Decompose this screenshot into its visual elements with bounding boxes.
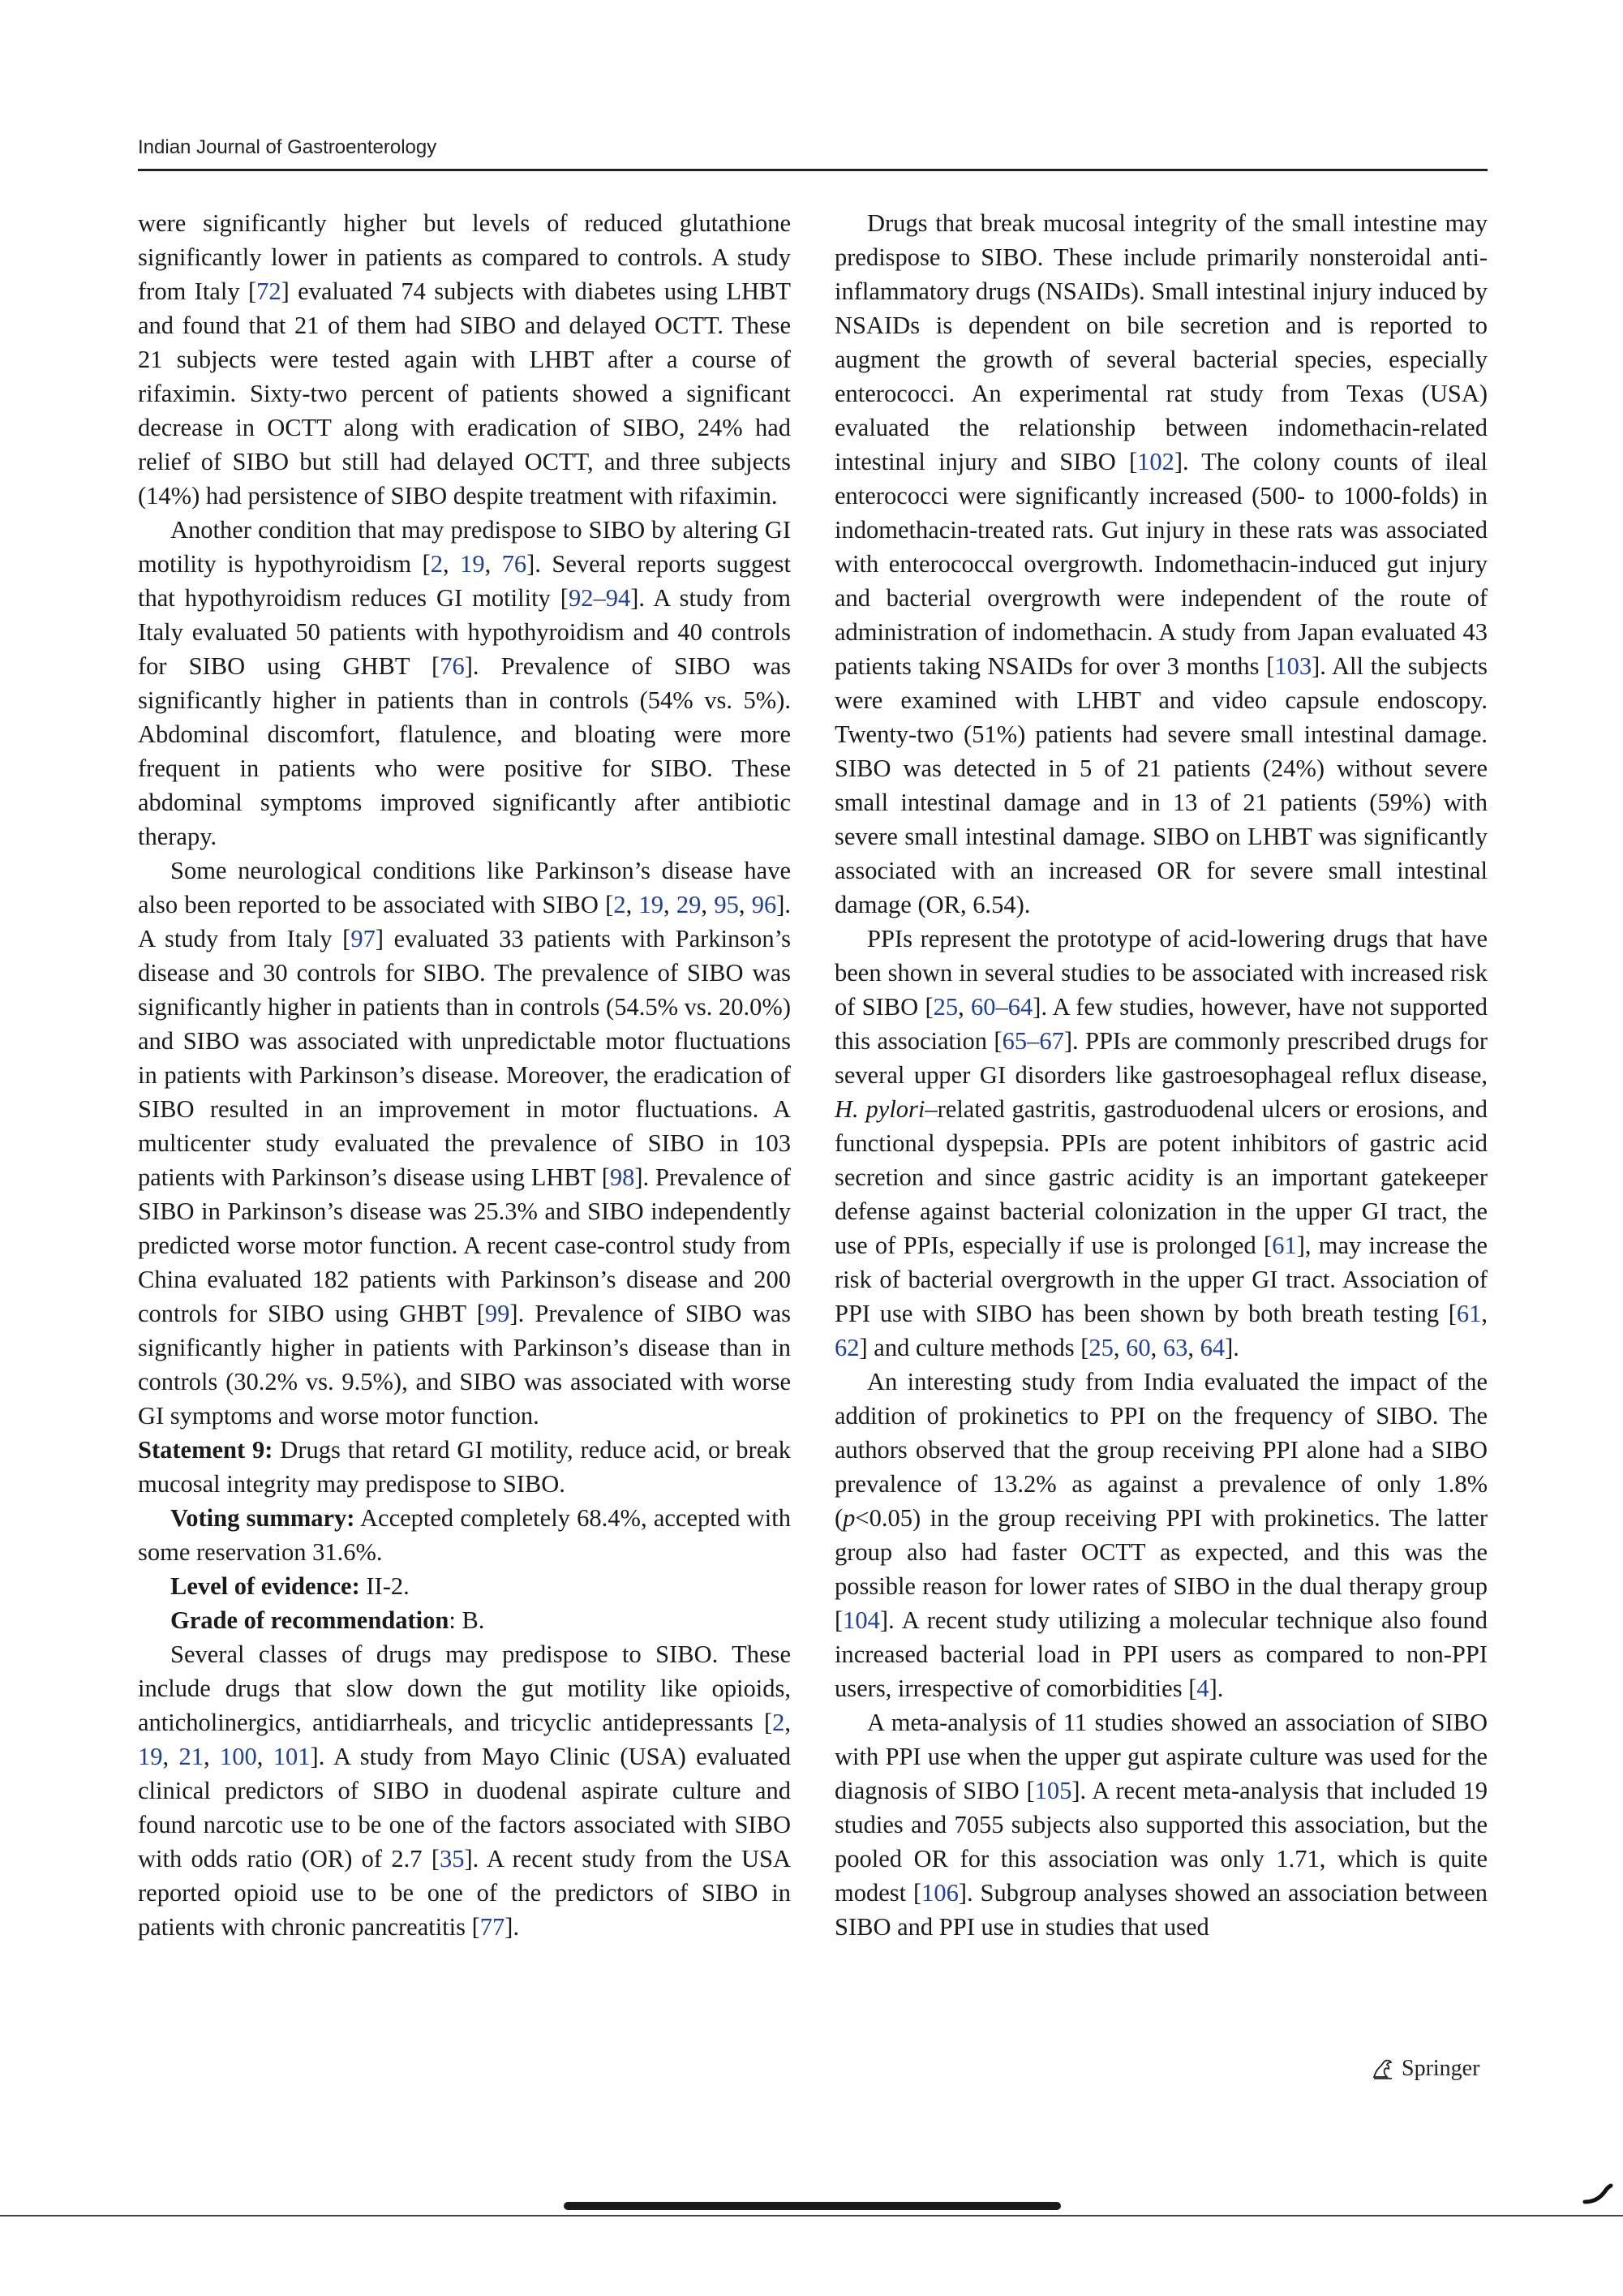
- paragraph: [835, 922, 1488, 1365]
- text-span: Drugs that break mucosal integrity of the small intestine may predispose to SIBO. These include primarily nonsteroidal anti-inflammatory drugs (NSAIDs). Small intestinal injury induced by NSAIDs is dependent on bile secretion and is reported to augment the growth of several bacterial species, especially enterococci. An experimental rat study from Texas (USA) evaluated the relationship between indomethacin-related intestinal injury and SIBO [: [835, 209, 1488, 475]
- citation-link[interactable]: 2: [613, 891, 626, 918]
- text-span: ]. A study from Italy evaluated 50 patients with hypothyroidism and 40 controls for SIBO using GHBT [: [138, 584, 792, 680]
- citation-link[interactable]: 105: [1034, 1777, 1072, 1804]
- text-span: PPIs represent the prototype of acid-lowering drugs that have been shown in several studies to be associated with increased risk of SIBO [: [835, 925, 1488, 1021]
- citation-link[interactable]: 102: [1137, 448, 1174, 475]
- citation-link[interactable]: 2: [430, 550, 443, 578]
- text-span: ,: [1481, 1300, 1488, 1327]
- bold-label: Level of evidence:: [170, 1572, 360, 1600]
- italic-text: p: [843, 1504, 856, 1532]
- citation-link[interactable]: 97: [350, 925, 376, 952]
- citation-link[interactable]: 77: [479, 1913, 505, 1941]
- citation-link[interactable]: 61: [1272, 1232, 1297, 1259]
- text-span: Another condition that may predispose to SIBO by altering GI motility is hypothyroidism [: [138, 516, 791, 578]
- bold-label: Voting summary:: [170, 1504, 355, 1532]
- text-span: ]. A study from Italy [: [138, 891, 792, 952]
- paragraph: [138, 853, 791, 1433]
- page-curl-icon[interactable]: [1582, 2181, 1614, 2205]
- text-span: ,: [625, 891, 639, 918]
- citation-link[interactable]: 25: [1088, 1334, 1114, 1361]
- paragraph: [138, 1569, 791, 1603]
- text-span: Several classes of drugs may predispose to SIBO. These include drugs that slow down the gut motility like opioids, anticholinergics, antidiarrheals, and tricyclic antidepressants [: [138, 1640, 791, 1736]
- citation-link[interactable]: 25: [933, 993, 959, 1021]
- italic-text: H. pylori: [835, 1095, 925, 1123]
- text-span: ] evaluated 33 patients with Parkinson’s disease and 30 controls for SIBO. The prevalence of SIBO was significantly higher in patients than in controls (54.5% vs. 20.0%) and SIBO was associated with unpredictable motor fluctuations in patients with Parkinson’s disease. Moreover, the eradication of SIBO resulted in an improvement in motor fluctuations. A multicenter study evaluated the prevalence of SIBO in 103 patients with Parkinson’s disease using LHBT [: [138, 925, 791, 1191]
- citation-link[interactable]: 103: [1274, 652, 1312, 680]
- citation-link[interactable]: 76: [440, 652, 465, 680]
- paragraph: [835, 206, 1488, 922]
- citation-link[interactable]: 76: [501, 550, 527, 578]
- citation-link[interactable]: 64: [1200, 1334, 1226, 1361]
- citation-link[interactable]: 2: [772, 1709, 785, 1736]
- citation-link[interactable]: 96: [751, 891, 777, 918]
- publisher-logo: [1371, 2056, 1479, 2082]
- text-span: ]. Subgroup analyses showed an association between SIBO and PPI use in studies that used: [835, 1879, 1488, 1941]
- text-span: Drugs that retard GI motility, reduce acid, or break mucosal integrity may predispose to SIBO.: [138, 1436, 791, 1498]
- left-column: [138, 206, 791, 1944]
- right-column: [835, 206, 1488, 1944]
- citation-link[interactable]: 65–67: [1002, 1027, 1064, 1055]
- citation-link[interactable]: 100: [220, 1743, 257, 1770]
- paragraph: [835, 1705, 1488, 1944]
- publisher-name: Springer: [1402, 2056, 1480, 2081]
- citation-link[interactable]: 63: [1162, 1334, 1188, 1361]
- text-span: ]. A recent study utilizing a molecular technique also found increased bacterial load in PPI users as compared to non-PPI users, irrespective of comorbidities [: [835, 1606, 1488, 1702]
- text-span: ,: [484, 550, 502, 578]
- text-span: ,: [1150, 1334, 1163, 1361]
- text-span: Some neurological conditions like Parkinson’s disease have also been reported to be associated with SIBO [: [138, 857, 791, 918]
- citation-link[interactable]: 29: [676, 891, 702, 918]
- text-span: ]. The colony counts of ileal enterococci were significantly increased (500- to 1000-folds) in indomethacin-treated rats. Gut injury in these rats was associated with enterococcal overgrowth. Indomethacin-induced gut injury and bacterial overgrowth were independent of the route of administration of indomethacin. A study from Japan evaluated 43 patients taking NSAIDs for over 3 months [: [835, 448, 1488, 680]
- text-span: ,: [701, 891, 715, 918]
- text-span: ,: [442, 550, 461, 578]
- text-span: ,: [663, 891, 676, 918]
- bold-label: Grade of recommendation: [170, 1606, 449, 1634]
- text-span: ,: [958, 993, 972, 1021]
- text-span: ,: [1113, 1334, 1127, 1361]
- text-span: Accepted completely 68.4%, accepted with some reservation 31.6%.: [138, 1504, 791, 1566]
- paragraph: [138, 1637, 791, 1944]
- springer-horse-icon: [1371, 2057, 1395, 2080]
- running-head-journal: Indian Journal of Gastroenterology: [138, 136, 437, 158]
- text-span: A meta-analysis of 11 studies showed an association of SIBO with PPI use when the upper gut aspirate culture was used for the diagnosis of SIBO [: [835, 1709, 1488, 1804]
- paragraph: [138, 513, 791, 853]
- text-span: : B.: [449, 1606, 485, 1634]
- citation-link[interactable]: 92–94: [568, 584, 631, 612]
- text-span: ,: [162, 1743, 179, 1770]
- text-span: ]. Several reports suggest that hypothyroidism reduces GI motility [: [138, 550, 792, 612]
- text-span: ]. PPIs are commonly prescribed drugs for several upper GI disorders like gastroesophageal reflux disease,: [835, 1027, 1488, 1089]
- text-span: ] evaluated 74 subjects with diabetes using LHBT and found that 21 of them had SIBO and delayed OCTT. These 21 subjects were tested again with LHBT after a course of rifaximin. Sixty-two percent of patients showed a significant decrease in OCTT along with eradication of SIBO, 24% had relief of SIBO but still had delayed OCTT, and three subjects (14%) had persistence of SIBO despite treatment with rifaximin.: [138, 277, 791, 510]
- text-span: An interesting study from India evaluated the impact of the addition of prokinetics to PPI on the frequency of SIBO. The authors observed that the group receiving PPI alone had a SIBO prevalence of 13.2% as against a prevalence of only 1.8% (: [835, 1368, 1488, 1532]
- text-span: were significantly higher but levels of reduced glutathione significantly lower in patients as compared to controls. A study from Italy [: [138, 209, 791, 305]
- text-span: ] and culture methods [: [859, 1334, 1089, 1361]
- paragraph: [138, 206, 791, 513]
- citation-link[interactable]: 35: [440, 1845, 465, 1872]
- paragraph: [138, 1603, 791, 1637]
- text-span: ]. Prevalence of SIBO was significantly higher in patients with Parkinson’s disease than in controls (30.2% vs. 9.5%), and SIBO was associated with worse GI symptoms and worse motor function.: [138, 1300, 792, 1430]
- text-span: ,: [1187, 1334, 1200, 1361]
- home-indicator[interactable]: [564, 2202, 1061, 2210]
- citation-link[interactable]: 98: [609, 1163, 635, 1191]
- text-span: ], may increase the risk of bacterial overgrowth in the upper GI tract. Association of PPI use with SIBO has been shown by both breath testing [: [835, 1232, 1488, 1327]
- citation-link[interactable]: 21: [178, 1743, 204, 1770]
- text-span: ]. All the subjects were examined with LHBT and video capsule endoscopy. Twenty-two (51%) patients had severe small intestinal damage. SIBO was detected in 5 of 21 patients (24%) without severe small intestinal damage and in 13 of 21 patients (59%) with severe small intestinal damage. SIBO on LHBT was significantly associated with an increased OR for severe small intestinal damage (OR, 6.54).: [835, 652, 1488, 918]
- paragraph: [138, 1433, 791, 1501]
- text-span: ,: [256, 1743, 273, 1770]
- citation-link[interactable]: 60–64: [971, 993, 1033, 1021]
- citation-link[interactable]: 60: [1126, 1334, 1151, 1361]
- citation-link[interactable]: 19: [638, 891, 663, 918]
- citation-link[interactable]: 61: [1456, 1300, 1482, 1327]
- text-span: ]. A recent meta-analysis that included 19 studies and 7055 subjects also supported this association, but the pooled OR for this association was only 1.71, which is quite modest [: [835, 1777, 1488, 1907]
- text-span: ]. Prevalence of SIBO was significantly higher in patients than in controls (54% vs. 5%). Abdominal discomfort, flatulence, and bloating were more frequent in patients who were positive for SIBO. These abdominal symptoms improved significantly after antibiotic therapy.: [138, 652, 792, 850]
- text-span: ]. A study from Mayo Clinic (USA) evaluated clinical predictors of SIBO in duodenal aspirate culture and found narcotic use to be one of the factors associated with SIBO with odds ratio (OR) of 2.7 [: [138, 1743, 791, 1872]
- citation-link[interactable]: 72: [256, 277, 281, 305]
- citation-link[interactable]: 99: [484, 1300, 510, 1327]
- text-span: ]. A recent study from the USA reported opioid use to be one of the predictors of SIBO in patients with chronic pancreatitis [: [138, 1845, 792, 1941]
- citation-link[interactable]: 106: [921, 1879, 959, 1907]
- citation-link[interactable]: 19: [138, 1743, 163, 1770]
- text-span: ].: [1209, 1675, 1224, 1702]
- text-span: <0.05) in the group receiving PPI with prokinetics. The latter group also had faster OCTT as expected, and this was the possible reason for lower rates of SIBO in the dual therapy group [: [835, 1504, 1488, 1634]
- text-span: ]. Prevalence of SIBO in Parkinson’s disease was 25.3% and SIBO independently predicted worse motor function. A recent case-control study from China evaluated 182 patients with Parkinson’s disease and 200 controls for SIBO using GHBT [: [138, 1163, 791, 1327]
- paragraph: [138, 1501, 791, 1569]
- text-span: ].: [1225, 1334, 1239, 1361]
- bottom-divider: [0, 2215, 1623, 2216]
- text-span: ,: [204, 1743, 221, 1770]
- citation-link[interactable]: 62: [835, 1334, 860, 1361]
- citation-link[interactable]: 19: [460, 550, 485, 578]
- citation-link[interactable]: 101: [273, 1743, 311, 1770]
- text-span: II-2.: [359, 1572, 410, 1600]
- paragraph: [835, 1365, 1488, 1705]
- text-span: ]. A few studies, however, have not supported this association [: [835, 993, 1488, 1055]
- text-span: ,: [738, 891, 752, 918]
- header-rule: [138, 169, 1488, 171]
- text-span: ].: [505, 1913, 520, 1941]
- citation-link[interactable]: 95: [714, 891, 739, 918]
- text-span: –related gastritis, gastroduodenal ulcers or erosions, and functional dyspepsia. PPIs are potent inhibitors of gastric acid secretion and since gastric acidity is an important gatekeeper defense against bacterial colonization in the upper GI tract, the use of PPIs, especially if use is prolonged [: [835, 1095, 1488, 1259]
- text-span: ,: [784, 1709, 791, 1736]
- citation-link[interactable]: 4: [1196, 1675, 1209, 1702]
- citation-link[interactable]: 104: [843, 1606, 880, 1634]
- bold-label: Statement 9:: [138, 1436, 273, 1464]
